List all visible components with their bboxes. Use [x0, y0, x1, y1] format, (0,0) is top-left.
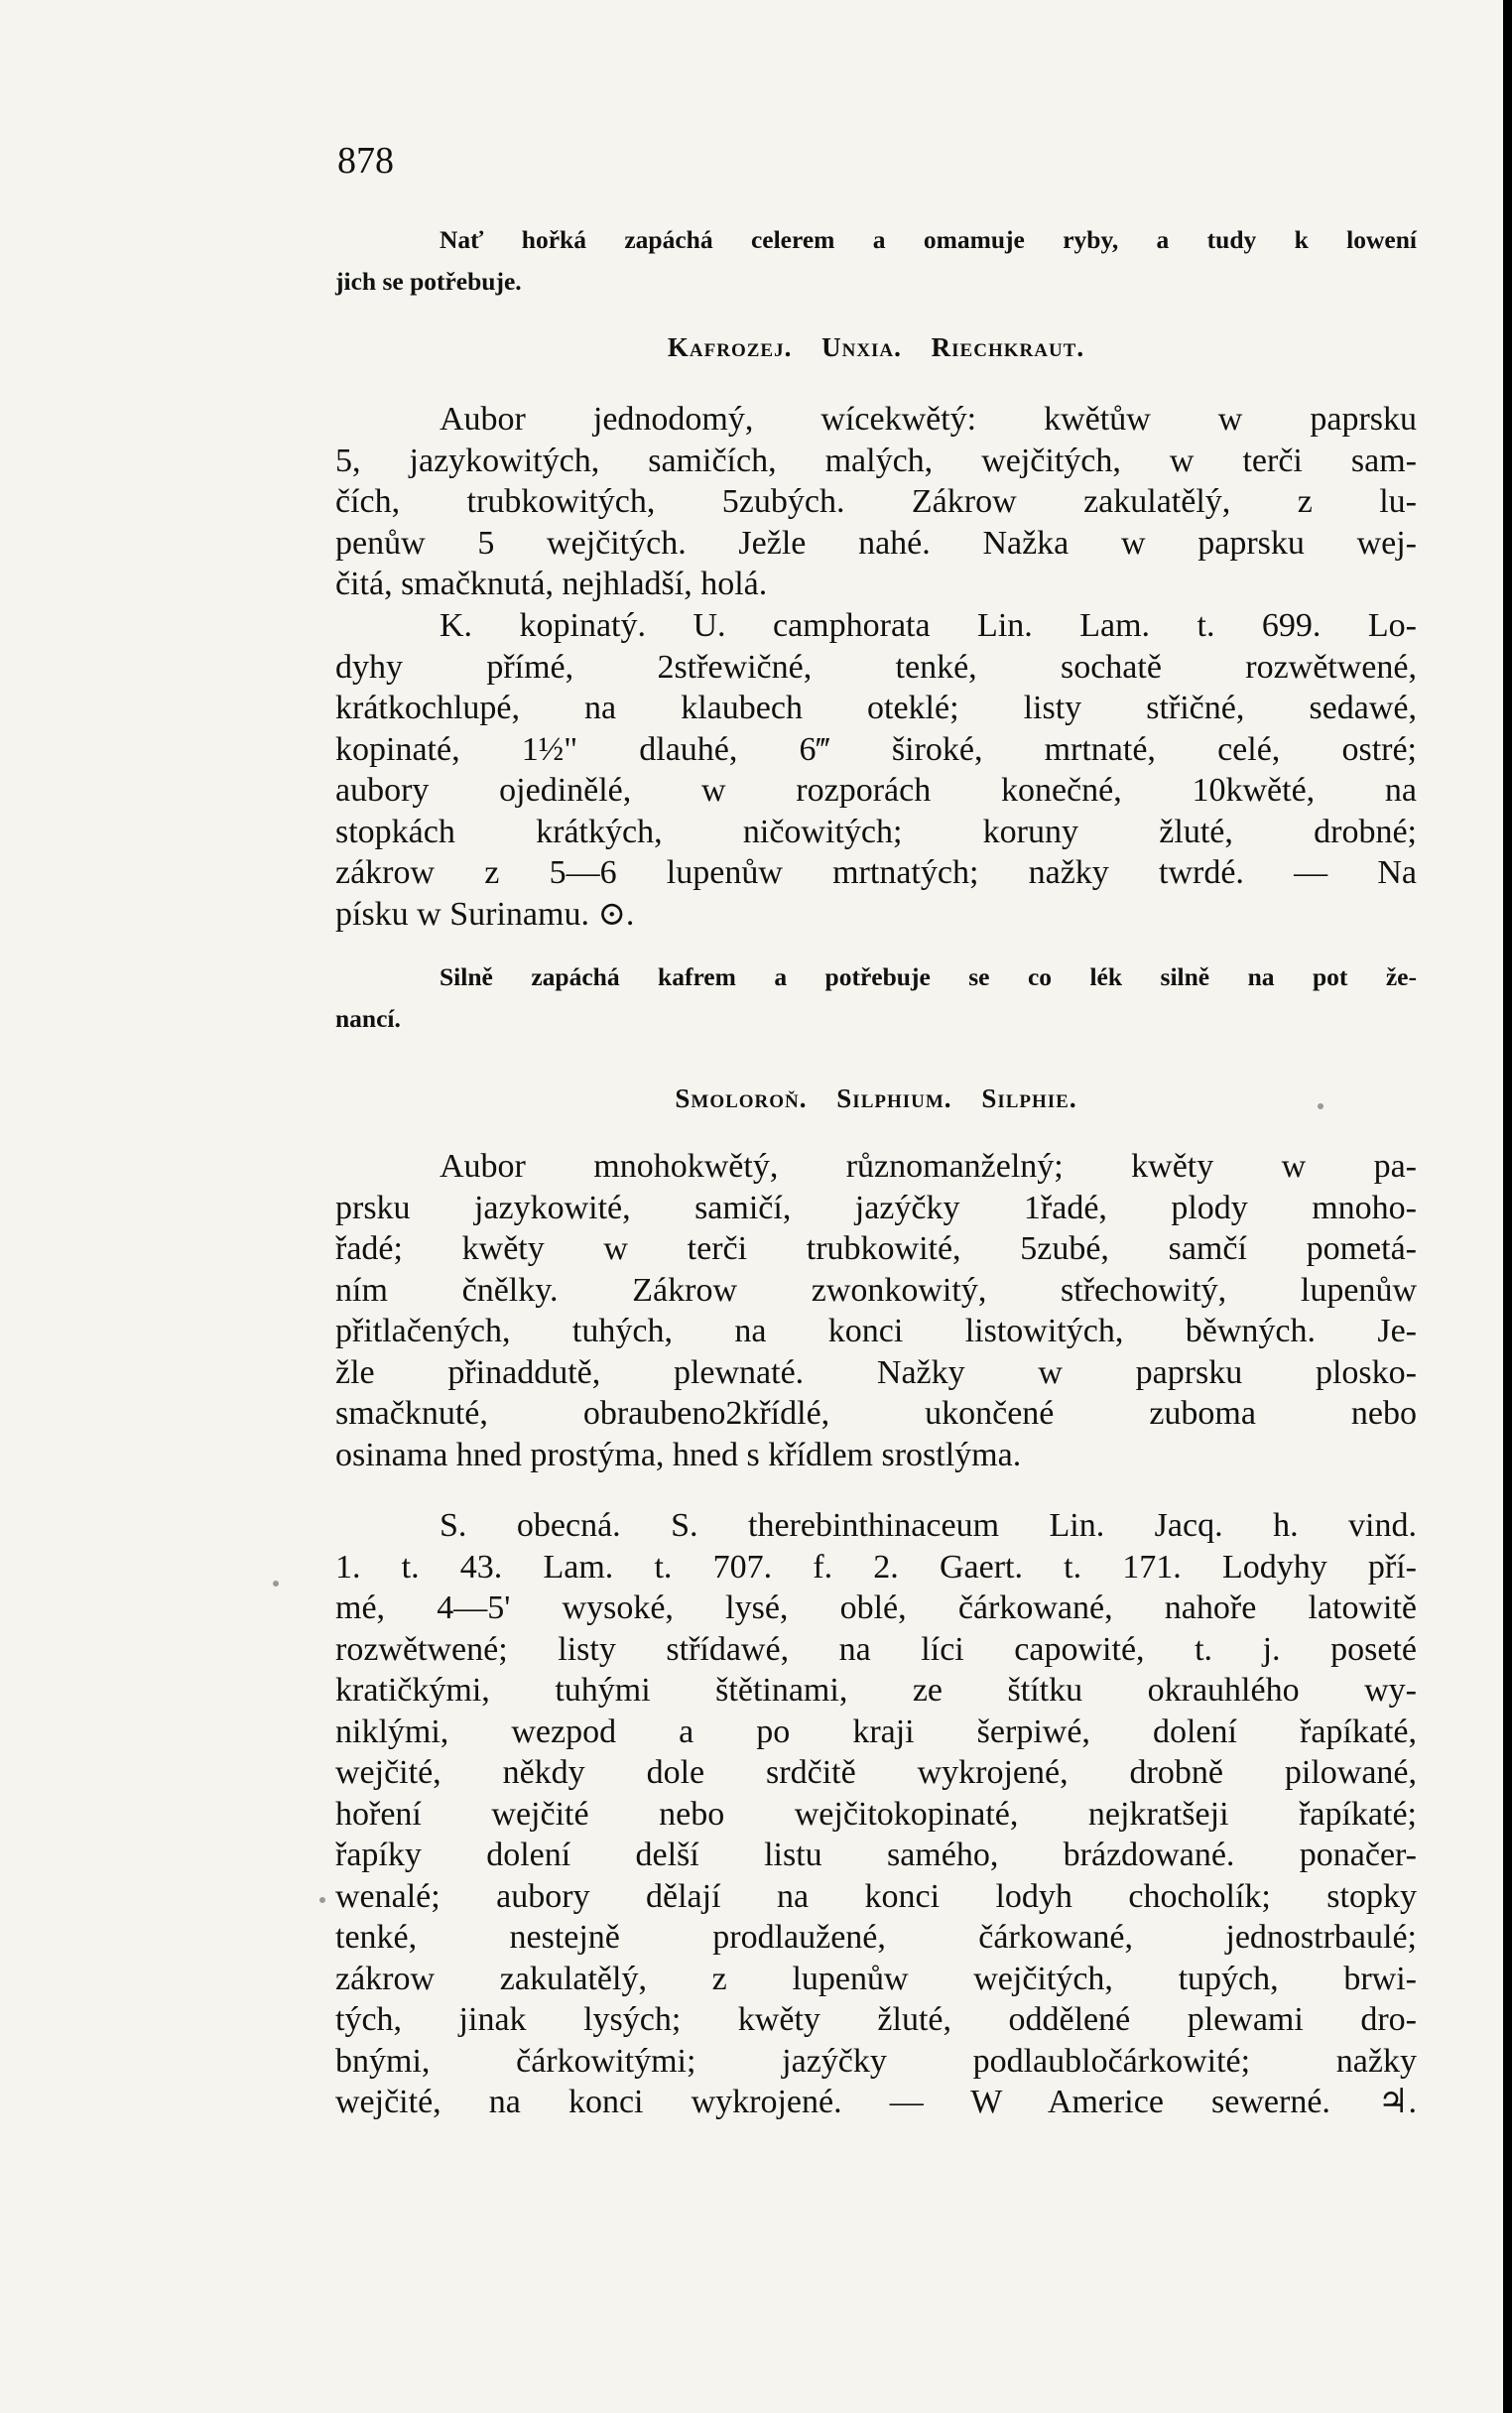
species-line: řapíky dolení delší listu samého, brázdowané. ponačer- — [335, 1837, 1417, 1873]
species-line: zákrow z 5—6 lupenůw mrtnatých; nažky twrdé. — Na — [335, 854, 1417, 891]
species-line: 1. t. 43. Lam. t. 707. f. 2. Gaert. t. 171. Lodyhy pří- — [335, 1548, 1417, 1586]
description-line: osinama hned prostýma, hned s křídlem srostlýma. — [335, 1436, 1022, 1473]
species-line: tenké, nestejně prodlaužené, čárkowané, jednostrbaulé; — [335, 1919, 1417, 1956]
description-line: čích, trubkowitých, 5zubých. Zákrow zakulatělý, z lu- — [335, 483, 1417, 520]
species-line: zákrow zakulatělý, z lupenůw wejčitých, tupých, brwi- — [335, 1960, 1417, 1997]
species-line: aubory ojedinělé, w rozporách konečné, 10kwěté, na — [335, 772, 1417, 809]
species-description-camphorata — [335, 605, 1417, 935]
species-line: wenalé; aubory dělají na konci lodyh chocholík; stopky — [335, 1877, 1417, 1915]
print-speck — [319, 1897, 325, 1903]
species-line: písku w Surinamu. ⊙. — [335, 895, 635, 933]
print-speck — [1318, 1103, 1323, 1109]
species-line: K. kopinatý. U. camphorata Lin. Lam. t. 699. Lo- — [440, 607, 1417, 644]
genus-name-czech: Smoloroň. — [675, 1083, 808, 1113]
note-line: jich se potřebuje. — [335, 267, 522, 296]
note-camphor-smell — [335, 956, 1417, 1040]
species-line: bnými, čárkowitými; jazýčky podlaubločárkowité; nažky — [335, 2042, 1417, 2080]
note-celery-smell — [335, 219, 1417, 303]
species-line: wejčité, na konci wykrojené. — W Americe sewerné. ♃. — [335, 2084, 1417, 2120]
species-line: niklými, wezpod a po kraji šerpiwé, dolení řapíkaté, — [335, 1713, 1417, 1750]
description-line: Aubor jednodomý, wícekwětý: kwětůw w paprsku — [440, 401, 1417, 438]
genus-heading-silphium — [335, 1083, 1417, 1114]
description-line: penůw 5 wejčitých. Ježle nahé. Nažka w paprsku wej- — [335, 524, 1417, 562]
print-speck — [273, 1581, 279, 1587]
note-line: nancí. — [335, 1004, 401, 1033]
description-line: řadé; kwěty w terči trubkowité, 5zubé, samčí pometá- — [335, 1230, 1417, 1267]
description-line: přitlačených, tuhých, na konci listowitých, běwných. Je- — [335, 1313, 1417, 1349]
page-number: 878 — [337, 140, 394, 182]
description-line: smačknuté, obraubeno2křídlé, ukončené zuboma nebo — [335, 1395, 1417, 1432]
genus-name-latin: Unxia. — [821, 332, 902, 362]
description-line: ním čnělky. Zákrow zwonkowitý, střechowitý, lupenůw — [335, 1271, 1417, 1309]
genus-name-german: Silphie. — [981, 1083, 1077, 1113]
description-line: žle přinaddutě, plewnaté. Nažky w paprsku plosko- — [335, 1353, 1417, 1391]
species-line: stopkách krátkých, ničowitých; koruny žluté, drobné; — [335, 813, 1417, 850]
species-line: hoření wejčité nebo wejčitokopinaté, nejkratšeji řapíkaté; — [335, 1795, 1417, 1833]
genus-name-czech: Kafrozej. — [667, 332, 793, 362]
species-description-therebinthinaceum — [335, 1505, 1417, 2123]
species-line: kratičkými, tuhými štětinami, ze štítku okrauhlého wy- — [335, 1672, 1417, 1709]
species-line: krátkochlupé, na klaubech oteklé; listy střičné, sedawé, — [335, 690, 1417, 726]
species-line: rozwětwené; listy střídawé, na líci capowité, t. j. poseté — [335, 1630, 1417, 1668]
genus-heading-unxia — [335, 332, 1417, 363]
species-line: tých, jinak lysých; kwěty žluté, oddělené plewami dro- — [335, 2001, 1417, 2038]
species-line: kopinaté, 1½" dlauhé, 6‴ široké, mrtnaté, celé, ostré; — [335, 730, 1417, 768]
species-line: dyhy přímé, 2střewičné, tenké, sochatě rozwětwené, — [335, 648, 1417, 686]
genus-name-latin: Silphium. — [836, 1083, 952, 1113]
genus-description-unxia — [335, 399, 1417, 605]
note-line: Silně zapáchá kafrem a potřebuje se co lék silně na pot že- — [440, 962, 1417, 991]
description-line: Aubor mnohokwětý, různomanželný; kwěty w pa- — [440, 1148, 1417, 1185]
genus-description-silphium — [335, 1146, 1417, 1475]
description-line: 5, jazykowitých, samičích, malých, wejčitých, w terči sam- — [335, 442, 1417, 479]
description-line: prsku jazykowité, samičí, jazýčky 1řadé, plody mnoho- — [335, 1189, 1417, 1226]
species-line: mé, 4—5' wysoké, lysé, oblé, čárkowané, nahoře latowitě — [335, 1589, 1417, 1626]
species-line: wejčité, někdy dole srdčitě wykrojené, drobně pilowané, — [335, 1754, 1417, 1791]
species-line: S. obecná. S. therebinthinaceum Lin. Jacq. h. vind. — [440, 1507, 1417, 1544]
note-line: Nať hořká zapáchá celerem a omamuje ryby, a tudy k lowení — [440, 225, 1417, 254]
genus-name-german: Riechkraut. — [931, 332, 1085, 362]
description-line: čitá, smačknutá, nejhladší, holá. — [335, 566, 768, 602]
